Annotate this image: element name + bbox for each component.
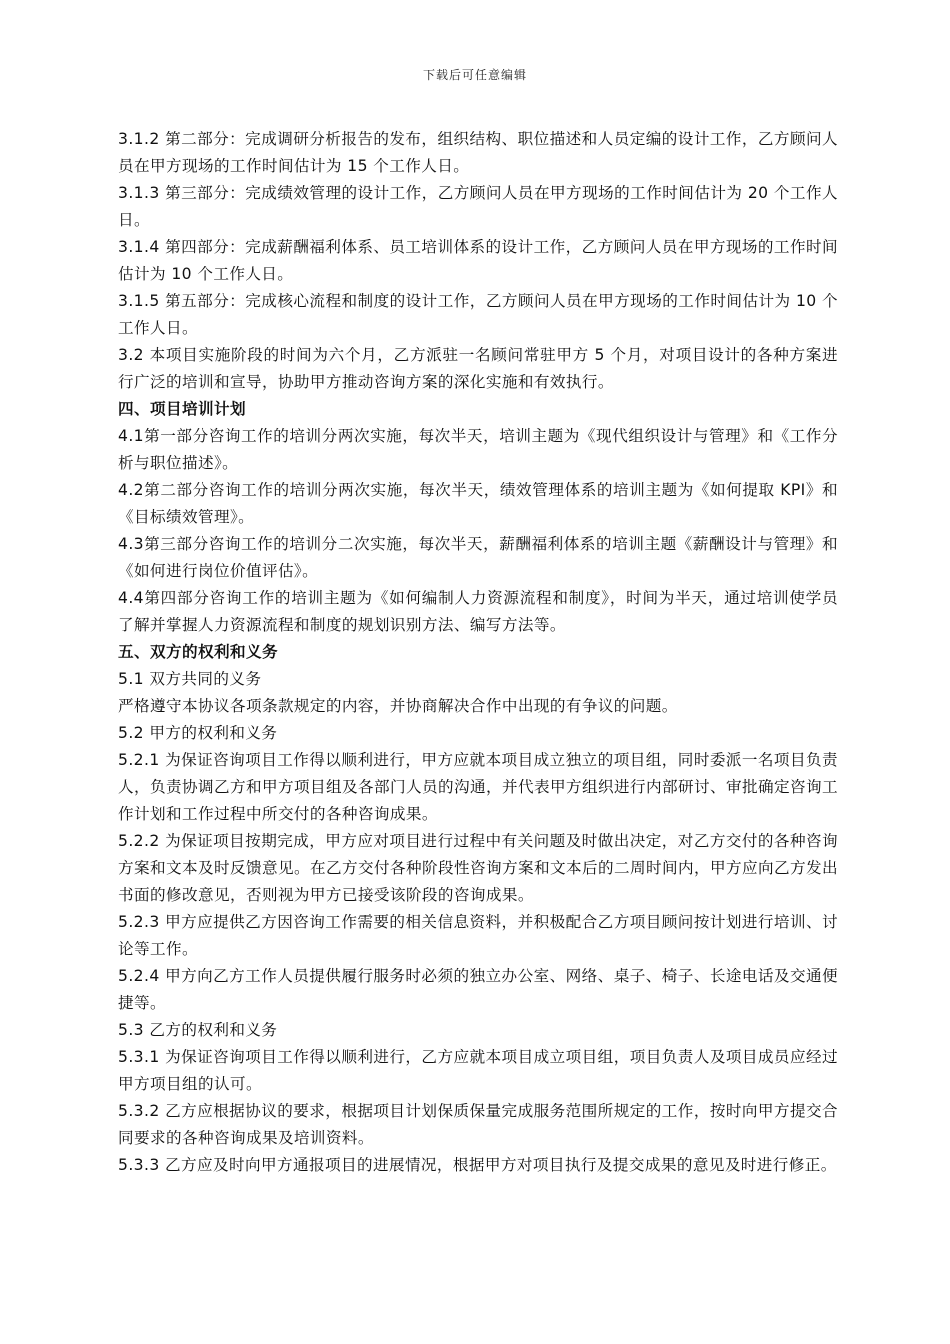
paragraph-5-3-2: 5.3.2 乙方应根据协议的要求，根据项目计划保质保量完成服务范围所规定的工作，按时向甲方提交合同要求的各种咨询成果及培训资料。: [118, 1102, 838, 1147]
subheading-5-1: 5.1 双方共同的义务: [118, 670, 262, 688]
paragraph-5-3-1: 5.3.1 为保证咨询项目工作得以顺利进行，乙方应就本项目成立项目组，项目负责人及项目成员应经过甲方项目组的认可。: [118, 1048, 838, 1093]
paragraph-4-4: 4.4第四部分咨询工作的培训主题为《如何编制人力资源流程和制度》，时间为半天，通过培训使学员了解并掌握人力资源流程和制度的规划识别方法、编写方法等。: [118, 589, 838, 634]
paragraph-3-1-3: 3.1.3 第三部分：完成绩效管理的设计工作，乙方顾问人员在甲方现场的工作时间估计为 20 个工作人日。: [118, 184, 838, 229]
paragraph-4-1: 4.1第一部分咨询工作的培训分两次实施，每次半天，培训主题为《现代组织设计与管理》和《工作分析与职位描述》。: [118, 427, 838, 472]
paragraph-4-2: 4.2第二部分咨询工作的培训分两次实施，每次半天，绩效管理体系的培训主题为《如何提取 KPI》和《目标绩效管理》。: [118, 481, 838, 526]
document-body: [118, 126, 838, 1179]
section-heading-rights-obligations: 五、双方的权利和义务: [118, 643, 278, 661]
paragraph-5-2-2: 5.2.2 为保证项目按期完成，甲方应对项目进行过程中有关问题及时做出决定，对乙方交付的各种咨询方案和文本及时反馈意见。在乙方交付各种阶段性咨询方案和文本后的二周时间内，甲方应向乙方发出书面的修改意见，否则视为甲方已接受该阶段的咨询成果。: [118, 832, 838, 904]
section-heading-training-plan: 四、项目培训计划: [118, 400, 246, 418]
paragraph-3-1-2: 3.1.2 第二部分：完成调研分析报告的发布，组织结构、职位描述和人员定编的设计工作，乙方顾问人员在甲方现场的工作时间估计为 15 个工作人日。: [118, 130, 838, 175]
page-header: 下载后可任意编辑: [422, 68, 527, 82]
paragraph-3-2: 3.2 本项目实施阶段的时间为六个月，乙方派驻一名顾问常驻甲方 5 个月，对项目设计的各种方案进行广泛的培训和宣导，协助甲方推动咨询方案的深化实施和有效执行。: [118, 346, 838, 391]
subheading-5-3: 5.3 乙方的权利和义务: [118, 1021, 278, 1039]
subheading-5-2: 5.2 甲方的权利和义务: [118, 724, 278, 742]
paragraph-3-1-5: 3.1.5 第五部分：完成核心流程和制度的设计工作，乙方顾问人员在甲方现场的工作时间估计为 10 个工作人日。: [118, 292, 838, 337]
paragraph-5-3-3: 5.3.3 乙方应及时向甲方通报项目的进展情况，根据甲方对项目执行及提交成果的意见及时进行修正。: [118, 1156, 837, 1174]
paragraph-5-2-4: 5.2.4 甲方向乙方工作人员提供履行服务时必须的独立办公室、网络、桌子、椅子、长途电话及交通便捷等。: [118, 967, 838, 1012]
paragraph-5-2-3: 5.2.3 甲方应提供乙方因咨询工作需要的相关信息资料，并积极配合乙方项目顾问按计划进行培训、讨论等工作。: [118, 913, 838, 958]
paragraph-4-3: 4.3第三部分咨询工作的培训分二次实施，每次半天，薪酬福利体系的培训主题《薪酬设计与管理》和《如何进行岗位价值评估》。: [118, 535, 838, 580]
paragraph-3-1-4: 3.1.4 第四部分：完成薪酬福利体系、员工培训体系的设计工作，乙方顾问人员在甲方现场的工作时间估计为 10 个工作人日。: [118, 238, 838, 283]
paragraph-5-1-body: 严格遵守本协议各项条款规定的内容，并协商解决合作中出现的有争议的问题。: [118, 697, 678, 715]
paragraph-5-2-1: 5.2.1 为保证咨询项目工作得以顺利进行，甲方应就本项目成立独立的项目组，同时委派一名项目负责人，负责协调乙方和甲方项目组及各部门人员的沟通，并代表甲方组织进行内部研讨、审批确定咨询工作计划和工作过程中所交付的各种咨询成果。: [118, 751, 838, 823]
